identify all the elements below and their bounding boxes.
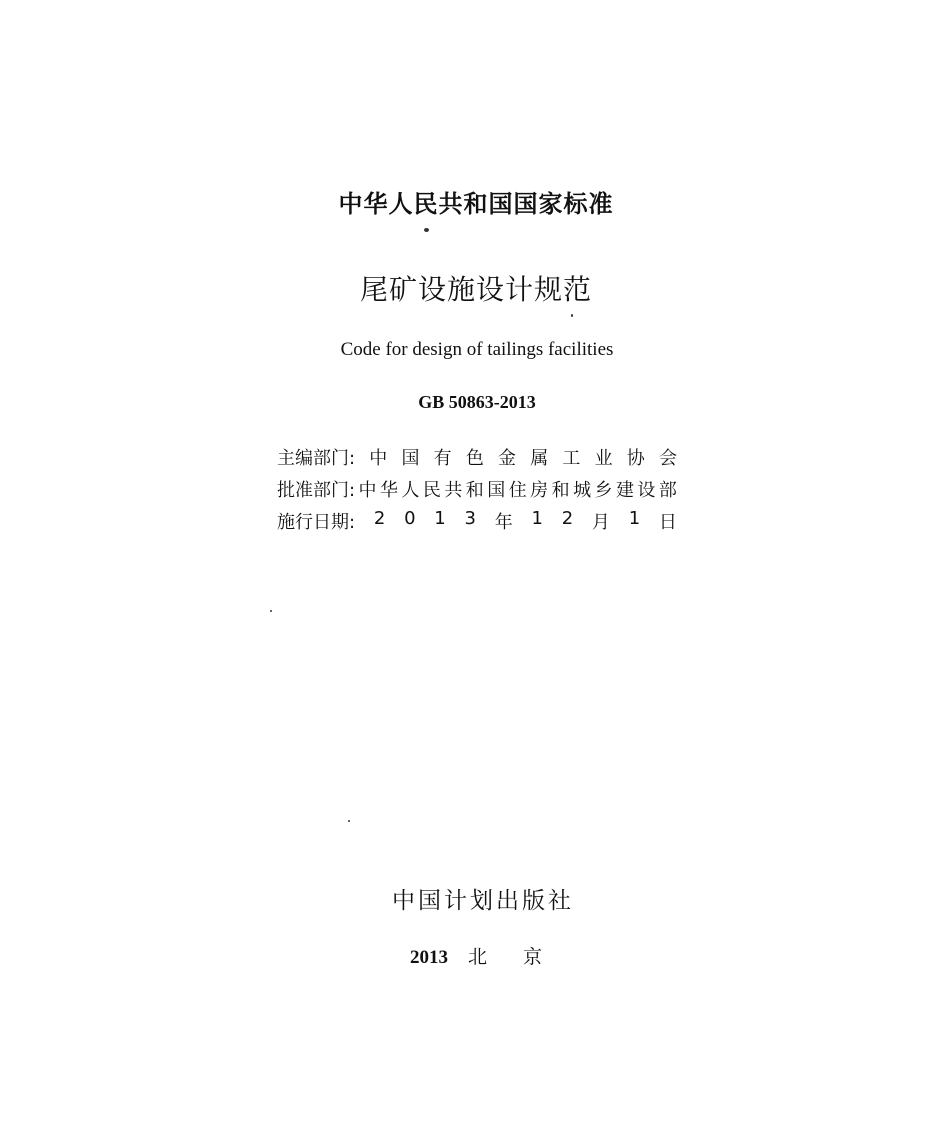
- scan-speck: [571, 314, 573, 317]
- document-title-english: Code for design of tailings facilities: [340, 339, 614, 360]
- meta-approver-char: 部: [658, 480, 677, 501]
- meta-approver-char: 房: [530, 480, 549, 501]
- meta-editor-label: 主编部门:: [277, 448, 356, 469]
- meta-approver-char: 中: [358, 480, 377, 501]
- standard-code: GB 50863-2013: [418, 392, 536, 412]
- meta-editor-row: [277, 444, 677, 470]
- meta-effective-char: 0: [404, 508, 416, 529]
- meta-approver-char: 人: [401, 480, 420, 501]
- meta-effective-char: 3: [464, 508, 476, 529]
- meta-effective-char: 1: [434, 508, 446, 529]
- meta-editor-char: 有: [433, 448, 452, 469]
- meta-editor-char: 属: [530, 448, 549, 469]
- meta-approver-char: 住: [508, 480, 527, 501]
- meta-editor-char: 国: [401, 448, 420, 469]
- meta-editor-char: 金: [498, 448, 517, 469]
- meta-effective-char: 1: [628, 508, 641, 529]
- meta-editor-char: 业: [594, 448, 613, 469]
- meta-approver-char: 共: [444, 480, 463, 501]
- publication-year: 2013: [410, 947, 448, 968]
- scan-speck: [424, 228, 429, 232]
- meta-approver-char: 华: [379, 480, 398, 501]
- meta-editor-char: 会: [658, 448, 677, 469]
- meta-approver-char: 建: [615, 480, 634, 501]
- meta-effective-char: 月: [591, 512, 610, 533]
- meta-approver-char: 城: [573, 480, 592, 501]
- meta-approver-label: 批准部门:: [277, 480, 356, 501]
- meta-effective-char: 2: [373, 508, 386, 529]
- meta-editor-char: 协: [626, 448, 645, 469]
- meta-approver-char: 国: [487, 480, 506, 501]
- meta-effective-row: [277, 508, 677, 534]
- meta-effective-char: 1: [531, 508, 543, 529]
- meta-effective-char: 2: [561, 508, 574, 529]
- meta-effective-char: 日: [658, 512, 677, 533]
- meta-effective-char: 年: [494, 512, 513, 533]
- meta-editor-char: 中: [369, 448, 388, 469]
- meta-editor-char: 色: [465, 448, 484, 469]
- meta-approver-row: [277, 476, 677, 502]
- publication-city-part-2: 京: [523, 946, 543, 968]
- publisher-name: 中国计划出版社: [392, 888, 574, 914]
- meta-approver-char: 设: [637, 480, 656, 501]
- publication-city-part-1: 北: [468, 946, 488, 968]
- national-standard-heading: 中华人民共和国国家标准: [338, 190, 614, 218]
- meta-approver-char: 民: [422, 480, 441, 501]
- scan-speck: [270, 610, 272, 612]
- meta-editor-char: 工: [562, 448, 581, 469]
- meta-approver-char: 和: [465, 480, 484, 501]
- meta-effective-label: 施行日期:: [277, 512, 356, 533]
- document-title-chinese: 尾矿设施设计规范: [359, 273, 592, 306]
- publication-place: [410, 942, 542, 969]
- scan-speck: [348, 820, 350, 822]
- meta-approver-char: 和: [551, 480, 570, 501]
- meta-approver-char: 乡: [594, 480, 613, 501]
